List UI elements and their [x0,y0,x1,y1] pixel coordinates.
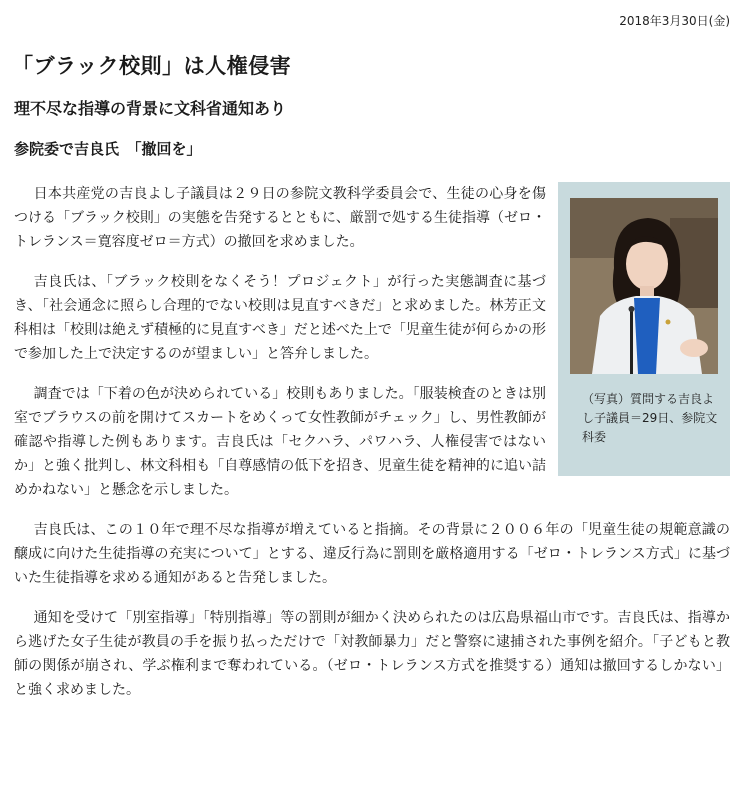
paragraph: 日本共産党の吉良よし子議員は２９日の参院文教科学委員会で、生徒の心身を傷つける「ブラック校則」の実態を告発するとともに、厳罰で処する生徒指導（ゼロ・トレランス＝寛容度ゼロ＝方式）の撤回を求めました。 [14,186,546,250]
photo-caption: （写真）質問する吉良よし子議員＝29日、参院文科委 [582,392,718,444]
article-body [14,182,730,718]
speaker-photo [570,198,718,374]
subheadline-primary: 理不尽な指導の背景に文科省通知あり [14,99,287,118]
paragraph: 吉良氏は、「ブラック校則をなくそう！プロジェクト」が行った実態調査に基づき、「社会通念に照らし合理的でない校則は見直すべきだ」と求めました。林芳正文科相は「校則は絶えず積極的に見直すべき」だと述べた上で「児童生徒が何らかの形で参加した上で決定するのが望ましい」と答弁しました。 [14,274,546,362]
paragraph: 調査では「下着の色が決められている」校則もありました。「服装検査のときは別室でブラウスの前を開けてスカートをめくって女性教師がチェック」し、男性教師が確認や指導した例もあります。吉良氏は「セクハラ、パワハラ、人権侵害ではないか」と強く批判し、林文科相も「自尊感情の低下を招き、児童生徒を精神的に追い詰めかねない」と懸念を示しました。 [14,386,546,498]
subheadline-secondary: 参院委で吉良氏 「撤回を」 [14,140,202,158]
headline: 「ブラック校則」は人権侵害 [12,54,292,78]
article-date: 2018年3月30日(金) [619,14,730,28]
photo-box [558,182,730,476]
paragraph: 通知を受けて「別室指導」「特別指導」等の罰則が細かく決められたのは広島県福山市です。吉良氏は、指導から逃げた女子生徒が教員の手を振り払っただけで「対教師暴力」だと警察に逮捕された事例を紹介。「子どもと教師の関係が崩され、学ぶ権利まで奪われている。（ゼロ・トレランス方式を推奨する）通知は撤回するしかない」と強く求めました。 [14,610,730,698]
speaker-photo-illustration [570,198,718,374]
paragraph: 吉良氏は、この１０年で理不尽な指導が増えていると指摘。その背景に２００６年の「児童生徒の規範意識の醸成に向けた生徒指導の充実について」とする、違反行為に罰則を厳格適用する「ゼロ・トレランス方式」に基づいた生徒指導を求める通知があると告発しました。 [14,522,730,586]
